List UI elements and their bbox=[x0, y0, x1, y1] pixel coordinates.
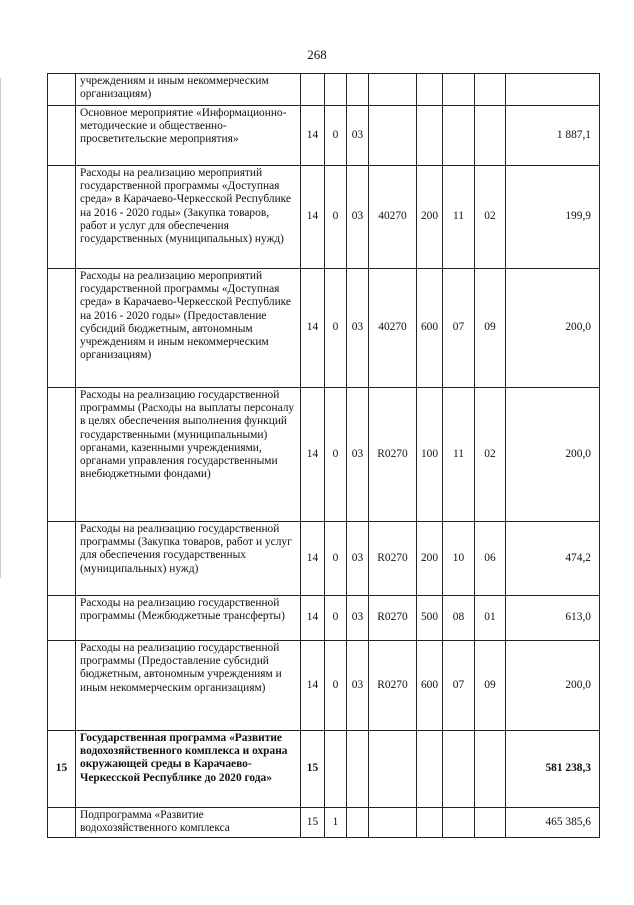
direction-code: R0270 bbox=[369, 388, 417, 522]
amount: 200,0 bbox=[506, 641, 600, 731]
program-code: 14 bbox=[301, 166, 325, 269]
subsection-code: 02 bbox=[475, 166, 506, 269]
activity-code: 03 bbox=[347, 641, 369, 731]
subprogram-name: Подпрограмма «Развитие водохозяйственного комплекса bbox=[76, 808, 301, 838]
subsection-code: 02 bbox=[475, 388, 506, 522]
section-code: 11 bbox=[443, 166, 475, 269]
section-code bbox=[443, 808, 475, 838]
program-code: 14 bbox=[301, 269, 325, 388]
direction-code bbox=[369, 106, 417, 166]
amount: 465 385,6 bbox=[506, 808, 600, 838]
program-code: 14 bbox=[301, 641, 325, 731]
activity-code bbox=[347, 74, 369, 106]
expense-type-code bbox=[417, 74, 443, 106]
subprogram-code: 0 bbox=[325, 596, 347, 641]
expense-type-code: 600 bbox=[417, 641, 443, 731]
subprogram-code: 0 bbox=[325, 388, 347, 522]
expense-name: Основное мероприятие «Информационно-методические и общественно-просветительские мероприятия» bbox=[76, 106, 301, 166]
table-row bbox=[48, 808, 600, 838]
direction-code bbox=[369, 74, 417, 106]
scan-edge-mark bbox=[0, 78, 1, 578]
direction-code bbox=[369, 808, 417, 838]
program-code: 14 bbox=[301, 106, 325, 166]
direction-code: R0270 bbox=[369, 596, 417, 641]
program-code bbox=[301, 74, 325, 106]
expense-name: Расходы на реализацию государственной программы (Расходы на выплаты персоналу в целях обеспечения выполнения функций государственными (муниципальными) органами, казенными учреждениями, органами управления государственными внебюджетными фондами) bbox=[76, 388, 301, 522]
subprogram-code: 0 bbox=[325, 269, 347, 388]
subprogram-code bbox=[325, 731, 347, 808]
expense-type-code bbox=[417, 731, 443, 808]
program-code: 14 bbox=[301, 596, 325, 641]
section-code: 10 bbox=[443, 522, 475, 596]
section-code: 08 bbox=[443, 596, 475, 641]
row-number bbox=[48, 641, 76, 731]
activity-code: 03 bbox=[347, 596, 369, 641]
amount: 613,0 bbox=[506, 596, 600, 641]
row-number bbox=[48, 74, 76, 106]
direction-code: 40270 bbox=[369, 269, 417, 388]
expense-type-code: 200 bbox=[417, 522, 443, 596]
subsection-code bbox=[475, 808, 506, 838]
expense-name: Расходы на реализацию государственной программы (Предоставление субсидий бюджетным, автономным учреждениям и иным некоммерческим организациям) bbox=[76, 641, 301, 731]
program-name: Государственная программа «Развитие водохозяйственного комплекса и охрана окружающей среды в Карачаево-Черкесской Республике до 2020 года» bbox=[76, 731, 301, 808]
table-row bbox=[48, 106, 600, 166]
subsection-code: 01 bbox=[475, 596, 506, 641]
subprogram-code: 0 bbox=[325, 106, 347, 166]
row-number bbox=[48, 388, 76, 522]
subprogram-code: 1 bbox=[325, 808, 347, 838]
subsection-code: 06 bbox=[475, 522, 506, 596]
subsection-code bbox=[475, 106, 506, 166]
activity-code: 03 bbox=[347, 106, 369, 166]
program-code: 14 bbox=[301, 388, 325, 522]
expense-type-code: 500 bbox=[417, 596, 443, 641]
table-row bbox=[48, 74, 600, 106]
page-number: 268 bbox=[307, 47, 327, 62]
activity-code: 03 bbox=[347, 269, 369, 388]
row-number bbox=[48, 808, 76, 838]
row-number: 15 bbox=[48, 731, 76, 808]
row-number bbox=[48, 596, 76, 641]
expense-name: Расходы на реализацию государственной программы (Закупка товаров, работ и услуг для обеспечения государственных (муниципальных) нужд) bbox=[76, 522, 301, 596]
row-number bbox=[48, 166, 76, 269]
row-number bbox=[48, 106, 76, 166]
expense-name: Расходы на реализацию мероприятий государственной программы «Доступная среда» в Карачаево-Черкесской Республике на 2016 - 2020 годы» (Предоставление субсидий бюджетным, автономным учреждениям и иным некоммерческим организациям) bbox=[76, 269, 301, 388]
subsection-code: 09 bbox=[475, 641, 506, 731]
section-code bbox=[443, 106, 475, 166]
subprogram-code: 0 bbox=[325, 166, 347, 269]
amount: 199,9 bbox=[506, 166, 600, 269]
activity-code: 03 bbox=[347, 522, 369, 596]
table-row-program bbox=[48, 731, 600, 808]
expense-type-code bbox=[417, 808, 443, 838]
budget-table bbox=[47, 73, 600, 838]
table-row bbox=[48, 388, 600, 522]
expense-type-code: 100 bbox=[417, 388, 443, 522]
subprogram-code: 0 bbox=[325, 522, 347, 596]
amount: 200,0 bbox=[506, 388, 600, 522]
table-row bbox=[48, 522, 600, 596]
subsection-code bbox=[475, 731, 506, 808]
row-number bbox=[48, 269, 76, 388]
activity-code: 03 bbox=[347, 388, 369, 522]
program-code: 14 bbox=[301, 522, 325, 596]
section-code: 07 bbox=[443, 269, 475, 388]
amount bbox=[506, 74, 600, 106]
section-code: 07 bbox=[443, 641, 475, 731]
expense-type-code bbox=[417, 106, 443, 166]
expense-name: Расходы на реализацию мероприятий государственной программы «Доступная среда» в Карачаево-Черкесской Республике на 2016 - 2020 годы» (Закупка товаров, работ и услуг для обеспечения государственных (муниципальных) нужд) bbox=[76, 166, 301, 269]
direction-code: 40270 bbox=[369, 166, 417, 269]
expense-type-code: 200 bbox=[417, 166, 443, 269]
direction-code: R0270 bbox=[369, 522, 417, 596]
direction-code: R0270 bbox=[369, 641, 417, 731]
section-code bbox=[443, 74, 475, 106]
activity-code bbox=[347, 808, 369, 838]
subprogram-code: 0 bbox=[325, 641, 347, 731]
table-row bbox=[48, 269, 600, 388]
direction-code bbox=[369, 731, 417, 808]
expense-name: учреждениям и иным некоммерческим организациям) bbox=[76, 74, 301, 106]
amount: 474,2 bbox=[506, 522, 600, 596]
activity-code bbox=[347, 731, 369, 808]
program-code: 15 bbox=[301, 808, 325, 838]
subprogram-code bbox=[325, 74, 347, 106]
table-row bbox=[48, 596, 600, 641]
expense-name: Расходы на реализацию государственной программы (Межбюджетные трансферты) bbox=[76, 596, 301, 641]
table-row bbox=[48, 641, 600, 731]
amount: 1 887,1 bbox=[506, 106, 600, 166]
section-code: 11 bbox=[443, 388, 475, 522]
activity-code: 03 bbox=[347, 166, 369, 269]
amount: 200,0 bbox=[506, 269, 600, 388]
table-row bbox=[48, 166, 600, 269]
expense-type-code: 600 bbox=[417, 269, 443, 388]
subsection-code bbox=[475, 74, 506, 106]
program-code: 15 bbox=[301, 731, 325, 808]
amount: 581 238,3 bbox=[506, 731, 600, 808]
row-number bbox=[48, 522, 76, 596]
subsection-code: 09 bbox=[475, 269, 506, 388]
section-code bbox=[443, 731, 475, 808]
